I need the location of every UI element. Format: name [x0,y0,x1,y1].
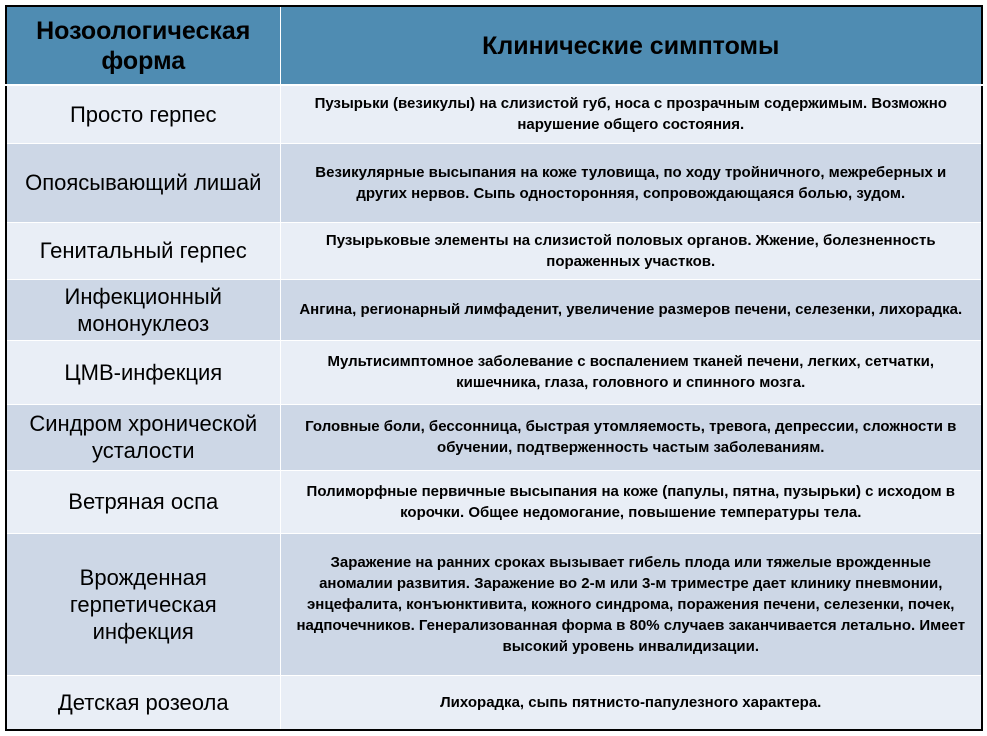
row-desc: Головные боли, бессонница, быстрая утомляемость, тревога, депрессии, сложности в обучении, подтверженность частым заболеваниям. [280,404,982,470]
table-body [6,85,982,730]
row-name: Генитальный герпес [6,222,280,279]
table-row [6,533,982,675]
row-name: Опоясывающий лишай [6,143,280,222]
row-desc: Полиморфные первичные высыпания на коже (папулы, пятна, пузырьки) с исходом в корочки. Общее недомогание, повышение температуры тела. [280,470,982,533]
table-row [6,340,982,404]
row-desc: Пузырьковые элементы на слизистой половых органов. Жжение, болезненность пораженных участков. [280,222,982,279]
symptoms-table [5,5,983,731]
row-name: Врожденная герпетическая инфекция [6,533,280,675]
row-desc: Везикулярные высыпания на коже туловища, по ходу тройничного, межреберных и других нервов. Сыпь односторонняя, сопровождающаяся болью, зудом. [280,143,982,222]
table-row [6,85,982,143]
table-row [6,279,982,340]
row-desc: Заражение на ранних сроках вызывает гибель плода или тяжелые врожденные аномалии развития. Заражение во 2-м или 3-м триместре дает клинику пневмонии, энцефалита, конъюнктивита, кожного синдрома, поражения печени, селезенки, почек, надпочечников. Генерализованная форма в 80% случаев заканчивается летально. Имеет высокий уровень инвалидизации. [280,533,982,675]
header-symptoms: Клинические симптомы [280,6,982,85]
row-desc: Лихорадка, сыпь пятнисто-папулезного характера. [280,675,982,730]
row-name: Детская розеола [6,675,280,730]
table-row [6,404,982,470]
header-form: Нозоологическая форма [6,6,280,85]
row-name: Ветряная оспа [6,470,280,533]
table-row [6,470,982,533]
row-name: Инфекционный мононуклеоз [6,279,280,340]
row-desc: Ангина, регионарный лимфаденит, увеличение размеров печени, селезенки, лихорадка. [280,279,982,340]
table-header [6,6,982,85]
row-name: Просто герпес [6,85,280,143]
table-row [6,143,982,222]
row-name: Синдром хронической усталости [6,404,280,470]
table-row [6,675,982,730]
table-row [6,222,982,279]
row-desc: Мультисимптомное заболевание с воспалением тканей печени, легких, сетчатки, кишечника, глаза, головного и спинного мозга. [280,340,982,404]
row-desc: Пузырьки (везикулы) на слизистой губ, носа с прозрачным содержимым. Возможно нарушение общего состояния. [280,85,982,143]
row-name: ЦМВ-инфекция [6,340,280,404]
header-row [6,6,982,85]
